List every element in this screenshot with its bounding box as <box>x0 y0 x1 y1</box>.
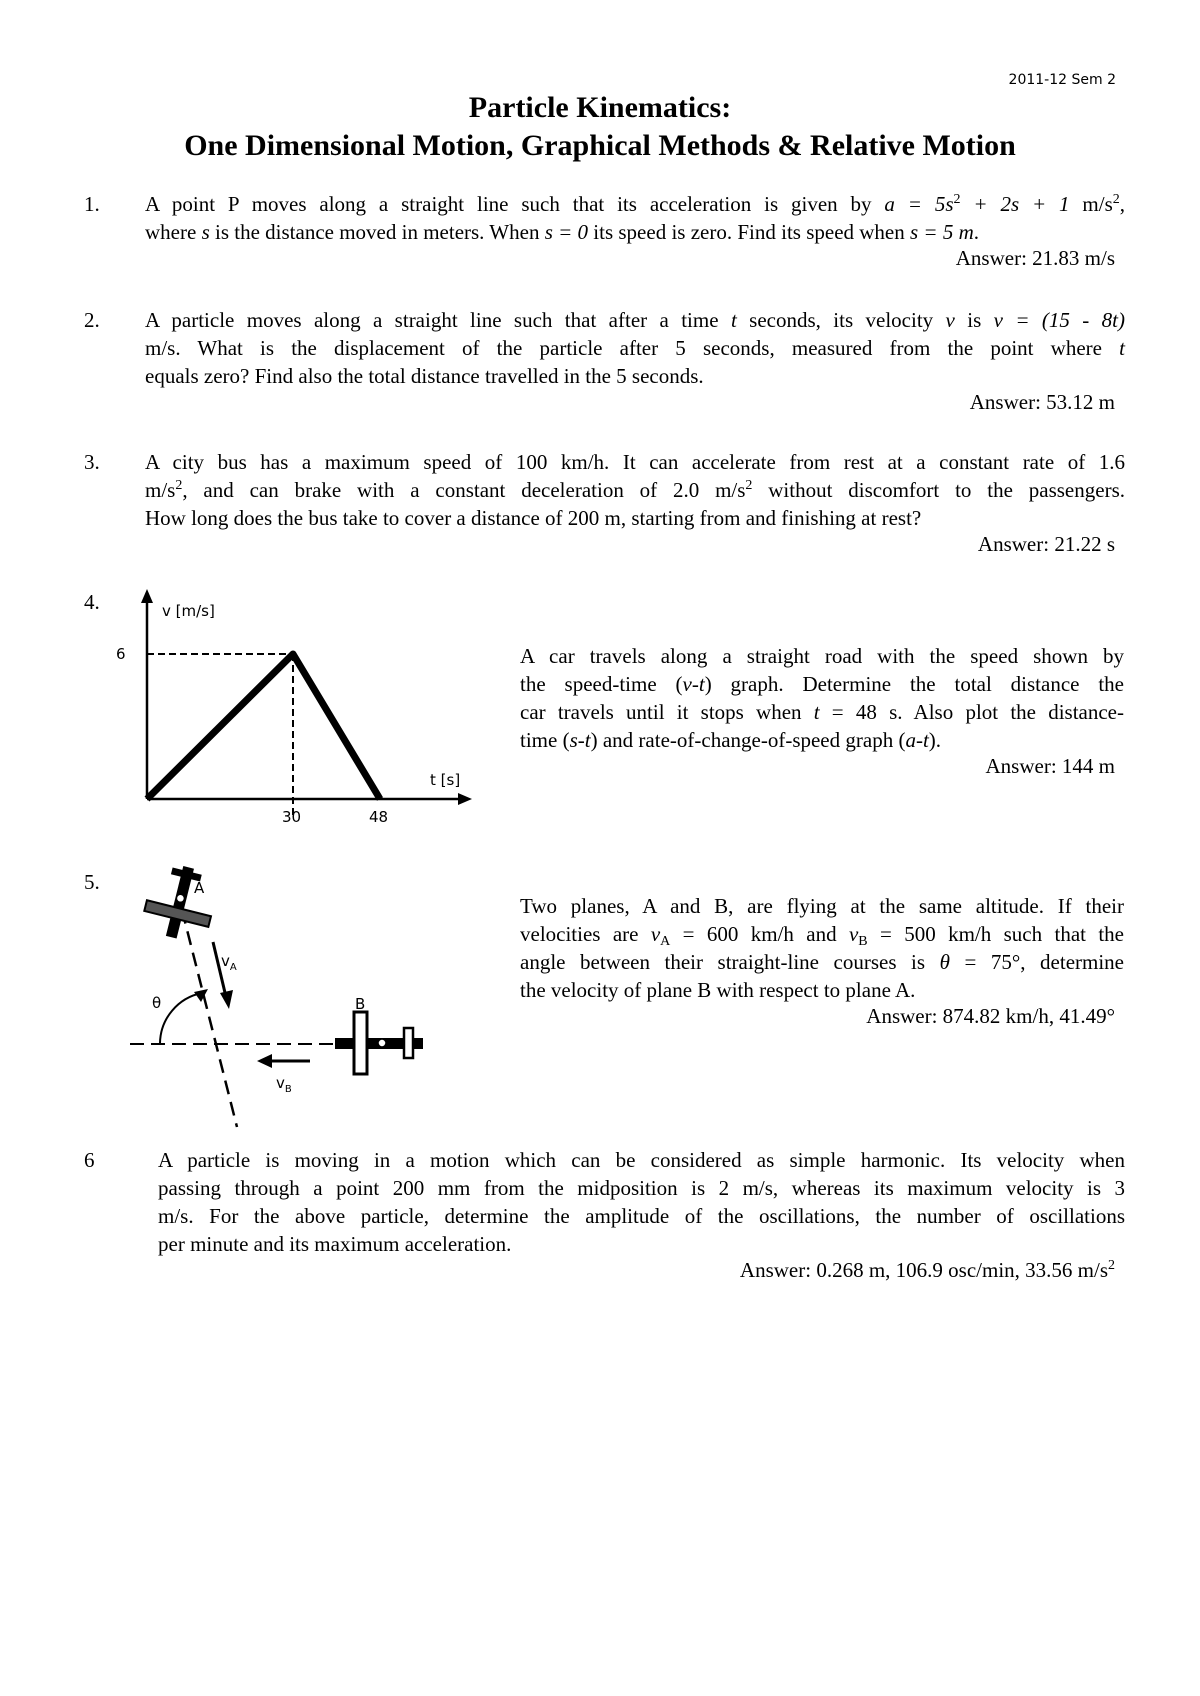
plane-a-course-line <box>182 910 237 1127</box>
problem-5-number: 5. <box>84 870 100 894</box>
problem-6-answer: Answer: 0.268 m, 106.9 osc/min, 33.56 $m/s^2$ <box>739 1258 1115 1282</box>
problem-3-number: 3. <box>84 450 100 474</box>
angle-arc <box>160 993 202 1043</box>
y-tick-6: 6 <box>116 645 126 663</box>
plane-a-label: A <box>194 879 205 897</box>
page-title: Particle Kinematics: <box>468 91 732 124</box>
problem-1-answer: Answer: 21.83 m/s <box>955 246 1115 270</box>
problem-1-text: A point P moves along a straight line such that its acceleration is given by $a = 5s^2 + 2s + 1$ $m/s^2$, where s is the distance moved in meters. When s = 0 its speed is zero. Find its speed when s = 5 m. <box>145 192 1126 244</box>
problem-2-text: A particle moves along a straight line such that after a time t seconds, its velocity v is v = (15 - 8t) m/s. What is the displacement of the particle after 5 seconds, measured from the point where t equals zero? Find also the total distance travelled in the 5 seconds. <box>145 308 1125 388</box>
plane-b-label: B <box>355 995 366 1013</box>
y-axis-label: v [m/s] <box>162 602 215 620</box>
speed-time-graph <box>100 585 480 835</box>
plane-b-icon <box>335 1012 423 1074</box>
x-axis-label: t [s] <box>430 771 461 789</box>
y-axis-arrow <box>141 589 153 603</box>
plane-a-icon <box>140 865 221 945</box>
problem-1-number: 1. <box>84 192 100 216</box>
angle-theta-label: θ <box>152 994 162 1012</box>
x-tick-30: 30 <box>282 808 302 826</box>
x-tick-48: 48 <box>369 808 389 826</box>
x-axis-arrow <box>458 793 472 805</box>
page-subtitle: One Dimensional Motion, Graphical Methods & Relative Motion <box>184 129 1016 162</box>
problem-4-number: 4. <box>84 590 100 614</box>
problem-2-answer: Answer: 53.12 m <box>969 390 1115 414</box>
problem-2-number: 2. <box>84 308 100 332</box>
problem-3-text: A city bus has a maximum speed of 100 km/h. It can accelerate from rest at a constant rate of 1.6 $m/s^2$, and can brake with a constant deceleration of 2.0 $m/s^2$ without discomfort to the passengers. How long does the bus take to cover a distance of 200 m, starting from and finishing at rest? <box>145 450 1125 530</box>
semester-label: 2011-12 Sem 2 <box>1008 72 1116 88</box>
problem-6-text: A particle is moving in a motion which can be considered as simple harmonic. Its velocity when passing through a point 200 mm from the midposition is 2 m/s, whereas its maximum velocity is 3 m/s. For the above particle, determine the amplitude of the oscillations, the number of oscillations per minute and its maximum acceleration. <box>158 1148 1125 1256</box>
problem-4-text: A car travels along a straight road with the speed shown by the speed-time (v-t) graph. Determine the total distance the car travels until it stops when t = 48 s. Also plot the distance- time (s-t) and rate-of-change-of-speed graph (a-t). <box>520 644 1125 752</box>
problem-4-answer: Answer: 144 m <box>985 754 1115 778</box>
problem-5-text: Two planes, A and B, are flying at the same altitude. If their velocities are $v_A = 600$ km/h and $v_B = 500$ km/h such that the angle between their straight-line courses is θ = 75°, determine the velocity of plane B with respect to plane A. <box>520 894 1124 1002</box>
speed-profile-line <box>147 654 380 799</box>
problem-3-answer: Answer: 21.22 s <box>977 532 1115 556</box>
velocity-b-label: $v_B$ <box>276 1074 292 1095</box>
velocity-a-label: $v_A$ <box>221 952 237 973</box>
problem-6-number: 6 <box>84 1148 95 1172</box>
problem-5-answer: Answer: 874.82 km/h, 41.49° <box>866 1004 1115 1028</box>
velocity-b-arrowhead <box>257 1054 272 1068</box>
relative-motion-figure <box>120 865 440 1135</box>
velocity-a-arrowhead <box>220 990 233 1009</box>
